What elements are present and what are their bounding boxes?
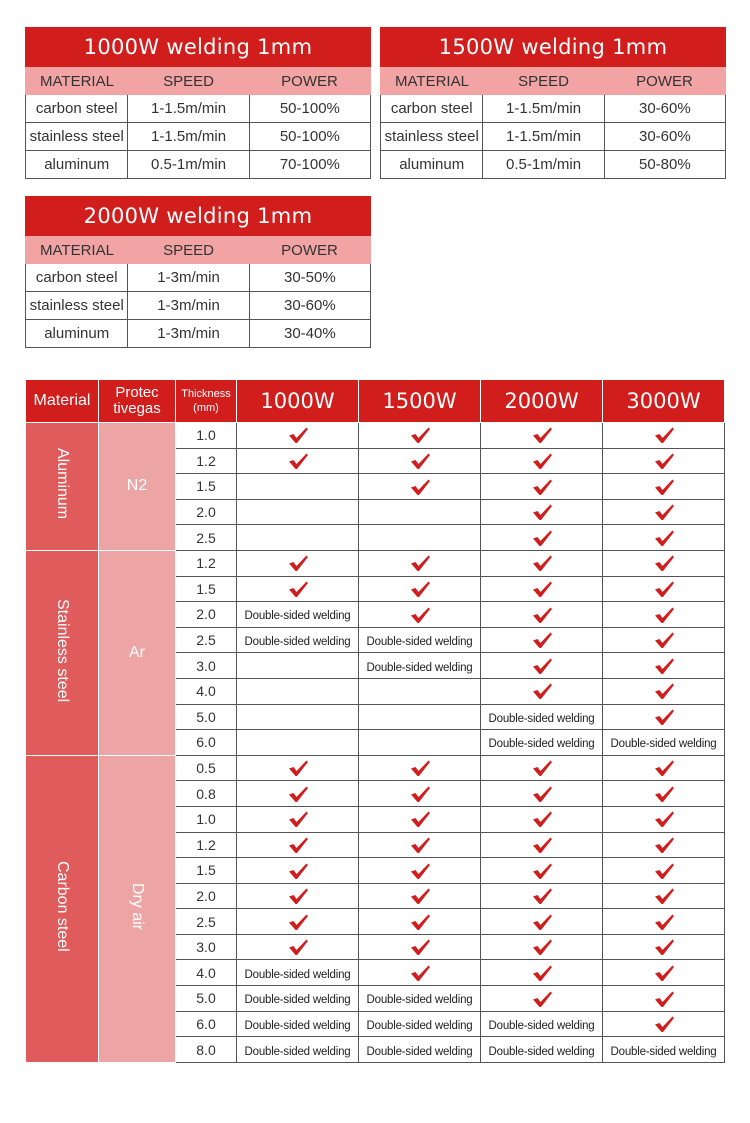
cell-speed: 1-3m/min [128, 292, 249, 319]
checkmark-icon [531, 478, 553, 496]
empty-cell [237, 678, 359, 704]
capability-cell [481, 832, 603, 858]
capability-cell [481, 986, 603, 1012]
checkmark-icon [287, 426, 309, 444]
param-table-title: 1000W welding 1mm [25, 27, 371, 67]
capability-cell [481, 499, 603, 525]
double-sided-note: Double-sided welding [610, 1045, 717, 1058]
cell-power: 30-40% [284, 325, 336, 342]
capability-cell [237, 448, 359, 474]
header-power: POWER [636, 72, 693, 90]
checkmark-icon [531, 452, 553, 470]
capability-cell [359, 576, 481, 602]
empty-cell [359, 730, 481, 756]
cell-power: 50-100% [279, 100, 340, 117]
capability-cell [603, 550, 725, 576]
material-label: Stainless steel [54, 598, 71, 702]
checkmark-icon [653, 452, 675, 470]
checkmark-icon [531, 964, 553, 982]
checkmark-icon [409, 554, 431, 572]
header-thickness: Thickness (mm) [176, 380, 237, 423]
gas-group-cell [99, 423, 176, 551]
material-group-cell [26, 755, 99, 1062]
double-sided-note: Double-sided welding [366, 994, 473, 1007]
capability-cell [359, 755, 481, 781]
cell-speed: 1-1.5m/min [128, 123, 249, 150]
thickness-cell: 6.0 [176, 730, 237, 756]
material-label: Carbon steel [54, 860, 71, 952]
thickness-cell: 5.0 [176, 986, 237, 1012]
capability-header-row [26, 380, 725, 423]
table-row [25, 320, 371, 348]
capability-cell [603, 858, 725, 884]
header-material: MATERIAL [40, 241, 114, 259]
header-speed: SPEED [518, 72, 569, 90]
capability-cell [237, 909, 359, 935]
checkmark-icon [653, 682, 675, 700]
capability-cell [481, 909, 603, 935]
cell-power: 70-100% [279, 156, 340, 173]
checkmark-icon [287, 554, 309, 572]
checkmark-icon [531, 426, 553, 444]
capability-cell [237, 883, 359, 909]
capability-cell [603, 755, 725, 781]
header-power-2000w: 2000W [481, 380, 603, 423]
cell-speed: 1-1.5m/min [483, 123, 604, 150]
capability-cell [359, 653, 481, 679]
checkmark-icon [531, 913, 553, 931]
capability-cell [481, 934, 603, 960]
thickness-cell: 3.0 [176, 934, 237, 960]
checkmark-icon [653, 836, 675, 854]
empty-cell [359, 704, 481, 730]
capability-cell [359, 423, 481, 449]
checkmark-icon [531, 810, 553, 828]
capability-cell [237, 806, 359, 832]
capability-cell [603, 499, 725, 525]
thickness-cell: 4.0 [176, 678, 237, 704]
checkmark-icon [531, 580, 553, 598]
capability-cell [481, 474, 603, 500]
checkmark-icon [653, 759, 675, 777]
capability-cell [603, 1037, 725, 1063]
checkmark-icon [531, 862, 553, 880]
checkmark-icon [287, 836, 309, 854]
table-row [26, 755, 725, 781]
empty-cell [359, 499, 481, 525]
capability-cell [603, 832, 725, 858]
capability-cell [237, 423, 359, 449]
capability-cell [603, 704, 725, 730]
cell-material: stainless steel [381, 123, 483, 150]
empty-cell [359, 525, 481, 551]
double-sided-note: Double-sided welding [244, 1045, 351, 1058]
capability-cell [481, 678, 603, 704]
header-speed: SPEED [163, 241, 214, 259]
thickness-cell: 0.5 [176, 755, 237, 781]
capability-cell [603, 602, 725, 628]
checkmark-icon [409, 810, 431, 828]
thickness-cell: 0.8 [176, 781, 237, 807]
param-table-header [25, 67, 371, 95]
capability-cell [481, 781, 603, 807]
capability-cell [481, 1037, 603, 1063]
param-table-2000w [25, 196, 371, 348]
header-protective-gas: Protec tivegas [99, 380, 176, 423]
capability-cell [237, 627, 359, 653]
table-row [26, 550, 725, 576]
capability-cell [603, 576, 725, 602]
checkmark-icon [653, 657, 675, 675]
thickness-cell: 1.2 [176, 550, 237, 576]
gas-label: Ar [129, 643, 145, 661]
header-material: Material [26, 380, 99, 423]
header-speed: SPEED [163, 72, 214, 90]
capability-cell [603, 883, 725, 909]
capability-cell [603, 448, 725, 474]
checkmark-icon [531, 785, 553, 803]
checkmark-icon [409, 887, 431, 905]
capability-cell [481, 653, 603, 679]
checkmark-icon [409, 862, 431, 880]
capability-cell [603, 1011, 725, 1037]
double-sided-note: Double-sided welding [366, 636, 473, 649]
welding-capability-table [25, 379, 725, 1063]
param-table-header [25, 236, 371, 264]
thickness-cell: 5.0 [176, 704, 237, 730]
capability-cell [481, 576, 603, 602]
thickness-cell: 1.2 [176, 832, 237, 858]
capability-cell [359, 909, 481, 935]
double-sided-note: Double-sided welding [244, 610, 351, 623]
table-row [26, 423, 725, 449]
cell-material: stainless steel [26, 123, 128, 150]
param-table-1500w [380, 27, 726, 179]
checkmark-icon [653, 964, 675, 982]
cell-material: aluminum [26, 151, 128, 178]
capability-cell [603, 934, 725, 960]
thickness-cell: 1.5 [176, 858, 237, 884]
checkmark-icon [531, 631, 553, 649]
thickness-cell: 6.0 [176, 1011, 237, 1037]
double-sided-note: Double-sided welding [244, 968, 351, 981]
checkmark-icon [653, 580, 675, 598]
checkmark-icon [653, 478, 675, 496]
thickness-cell: 2.5 [176, 627, 237, 653]
checkmark-icon [653, 785, 675, 803]
empty-cell [359, 678, 481, 704]
checkmark-icon [653, 990, 675, 1008]
checkmark-icon [287, 887, 309, 905]
capability-cell [359, 934, 481, 960]
cell-material: carbon steel [26, 264, 128, 291]
checkmark-icon [531, 990, 553, 1008]
double-sided-note: Double-sided welding [366, 1045, 473, 1058]
checkmark-icon [653, 708, 675, 726]
checkmark-icon [531, 887, 553, 905]
empty-cell [237, 730, 359, 756]
checkmark-icon [531, 759, 553, 777]
capability-cell [237, 934, 359, 960]
gas-label: N2 [126, 477, 148, 495]
capability-cell [359, 1037, 481, 1063]
capability-cell [359, 1011, 481, 1037]
capability-cell [481, 704, 603, 730]
capability-cell [603, 730, 725, 756]
checkmark-icon [653, 938, 675, 956]
checkmark-icon [409, 964, 431, 982]
thickness-cell: 8.0 [176, 1037, 237, 1063]
capability-cell [603, 525, 725, 551]
cell-power: 30-60% [639, 128, 691, 145]
capability-cell [359, 448, 481, 474]
cell-speed: 1-1.5m/min [483, 95, 604, 122]
capability-cell [237, 576, 359, 602]
capability-cell [359, 474, 481, 500]
cell-power: 50-80% [639, 156, 691, 173]
checkmark-icon [409, 785, 431, 803]
capability-cell [481, 550, 603, 576]
capability-cell [481, 448, 603, 474]
cell-power: 30-50% [284, 269, 336, 286]
double-sided-note: Double-sided welding [244, 1019, 351, 1032]
checkmark-icon [531, 657, 553, 675]
capability-cell [603, 653, 725, 679]
cell-speed: 1-3m/min [128, 320, 249, 347]
capability-cell [359, 883, 481, 909]
header-material: MATERIAL [40, 72, 114, 90]
table-row [25, 264, 371, 292]
checkmark-icon [531, 503, 553, 521]
capability-cell [237, 755, 359, 781]
table-row [25, 292, 371, 320]
checkmark-icon [287, 913, 309, 931]
thickness-cell: 1.0 [176, 806, 237, 832]
capability-cell [603, 474, 725, 500]
capability-cell [359, 550, 481, 576]
capability-cell [481, 755, 603, 781]
table-row [25, 95, 371, 123]
thickness-cell: 3.0 [176, 653, 237, 679]
double-sided-note: Double-sided welding [244, 994, 351, 1007]
cell-material: aluminum [26, 320, 128, 347]
table-row [25, 123, 371, 151]
capability-cell [603, 986, 725, 1012]
material-label: Aluminum [54, 448, 71, 520]
material-group-cell [26, 423, 99, 551]
capability-cell [603, 627, 725, 653]
checkmark-icon [653, 810, 675, 828]
capability-cell [481, 960, 603, 986]
cell-material: carbon steel [381, 95, 483, 122]
capability-cell [603, 960, 725, 986]
checkmark-icon [287, 785, 309, 803]
thickness-cell: 1.5 [176, 576, 237, 602]
capability-cell [481, 730, 603, 756]
gas-group-cell [99, 550, 176, 755]
checkmark-icon [409, 478, 431, 496]
cell-material: aluminum [381, 151, 483, 178]
capability-cell [237, 1011, 359, 1037]
gas-label: Dry air [129, 882, 146, 930]
capability-cell [481, 806, 603, 832]
cell-power: 30-60% [284, 297, 336, 314]
param-table-title: 2000W welding 1mm [25, 196, 371, 236]
checkmark-icon [653, 631, 675, 649]
double-sided-note: Double-sided welding [366, 661, 473, 674]
capability-cell [359, 627, 481, 653]
thickness-cell: 2.0 [176, 499, 237, 525]
thickness-cell: 1.2 [176, 448, 237, 474]
double-sided-note: Double-sided welding [610, 738, 717, 751]
capability-cell [481, 858, 603, 884]
capability-table-body [26, 423, 725, 1063]
header-power-3000w: 3000W [603, 380, 725, 423]
capability-cell [481, 883, 603, 909]
checkmark-icon [531, 606, 553, 624]
table-row [25, 151, 371, 179]
checkmark-icon [409, 938, 431, 956]
capability-cell [603, 678, 725, 704]
thickness-cell: 2.0 [176, 602, 237, 628]
checkmark-icon [287, 938, 309, 956]
checkmark-icon [653, 862, 675, 880]
capability-cell [481, 1011, 603, 1037]
capability-cell [603, 781, 725, 807]
checkmark-icon [653, 913, 675, 931]
capability-cell [481, 423, 603, 449]
checkmark-icon [409, 606, 431, 624]
capability-cell [237, 1037, 359, 1063]
empty-cell [237, 653, 359, 679]
capability-cell [237, 960, 359, 986]
empty-cell [237, 525, 359, 551]
header-power-1000w: 1000W [237, 380, 359, 423]
checkmark-icon [287, 862, 309, 880]
checkmark-icon [287, 452, 309, 470]
param-table-header [380, 67, 726, 95]
checkmark-icon [653, 503, 675, 521]
cell-speed: 0.5-1m/min [483, 151, 604, 178]
double-sided-note: Double-sided welding [244, 636, 351, 649]
header-power: POWER [281, 72, 338, 90]
capability-cell [359, 986, 481, 1012]
checkmark-icon [531, 529, 553, 547]
double-sided-note: Double-sided welding [488, 1019, 595, 1032]
checkmark-icon [653, 554, 675, 572]
capability-cell [603, 909, 725, 935]
thickness-cell: 2.5 [176, 909, 237, 935]
checkmark-icon [531, 554, 553, 572]
checkmark-icon [653, 606, 675, 624]
capability-cell [359, 832, 481, 858]
gas-group-cell [99, 755, 176, 1062]
table-row [380, 123, 726, 151]
thickness-cell: 1.0 [176, 423, 237, 449]
capability-cell [481, 602, 603, 628]
double-sided-note: Double-sided welding [366, 1019, 473, 1032]
capability-cell [237, 602, 359, 628]
thickness-cell: 2.0 [176, 883, 237, 909]
capability-cell [359, 781, 481, 807]
checkmark-icon [531, 682, 553, 700]
checkmark-icon [409, 913, 431, 931]
cell-speed: 1-3m/min [128, 264, 249, 291]
capability-cell [237, 986, 359, 1012]
header-material: MATERIAL [395, 72, 469, 90]
empty-cell [237, 499, 359, 525]
capability-cell [359, 602, 481, 628]
cell-speed: 1-1.5m/min [128, 95, 249, 122]
capability-cell [359, 960, 481, 986]
cell-speed: 0.5-1m/min [128, 151, 249, 178]
checkmark-icon [653, 426, 675, 444]
double-sided-note: Double-sided welding [488, 1045, 595, 1058]
checkmark-icon [653, 529, 675, 547]
capability-cell [603, 423, 725, 449]
thickness-cell: 4.0 [176, 960, 237, 986]
cell-power: 30-60% [639, 100, 691, 117]
table-row [380, 151, 726, 179]
double-sided-note: Double-sided welding [488, 738, 595, 751]
cell-material: carbon steel [26, 95, 128, 122]
double-sided-note: Double-sided welding [488, 712, 595, 725]
param-table-1000w [25, 27, 371, 179]
empty-cell [237, 704, 359, 730]
cell-power: 50-100% [279, 128, 340, 145]
capability-cell [237, 832, 359, 858]
capability-cell [359, 806, 481, 832]
empty-cell [237, 474, 359, 500]
checkmark-icon [653, 887, 675, 905]
capability-cell [237, 550, 359, 576]
checkmark-icon [409, 426, 431, 444]
checkmark-icon [287, 759, 309, 777]
checkmark-icon [531, 836, 553, 854]
table-row [380, 95, 726, 123]
checkmark-icon [531, 938, 553, 956]
capability-cell [237, 781, 359, 807]
checkmark-icon [409, 580, 431, 598]
capability-cell [603, 806, 725, 832]
checkmark-icon [653, 1015, 675, 1033]
capability-cell [481, 627, 603, 653]
thickness-cell: 2.5 [176, 525, 237, 551]
capability-cell [237, 858, 359, 884]
cell-material: stainless steel [26, 292, 128, 319]
header-power: POWER [281, 241, 338, 259]
checkmark-icon [409, 836, 431, 854]
param-table-title: 1500W welding 1mm [380, 27, 726, 67]
capability-cell [359, 858, 481, 884]
header-power-1500w: 1500W [359, 380, 481, 423]
checkmark-icon [287, 810, 309, 828]
capability-cell [481, 525, 603, 551]
thickness-cell: 1.5 [176, 474, 237, 500]
checkmark-icon [287, 580, 309, 598]
material-group-cell [26, 550, 99, 755]
checkmark-icon [409, 452, 431, 470]
checkmark-icon [409, 759, 431, 777]
